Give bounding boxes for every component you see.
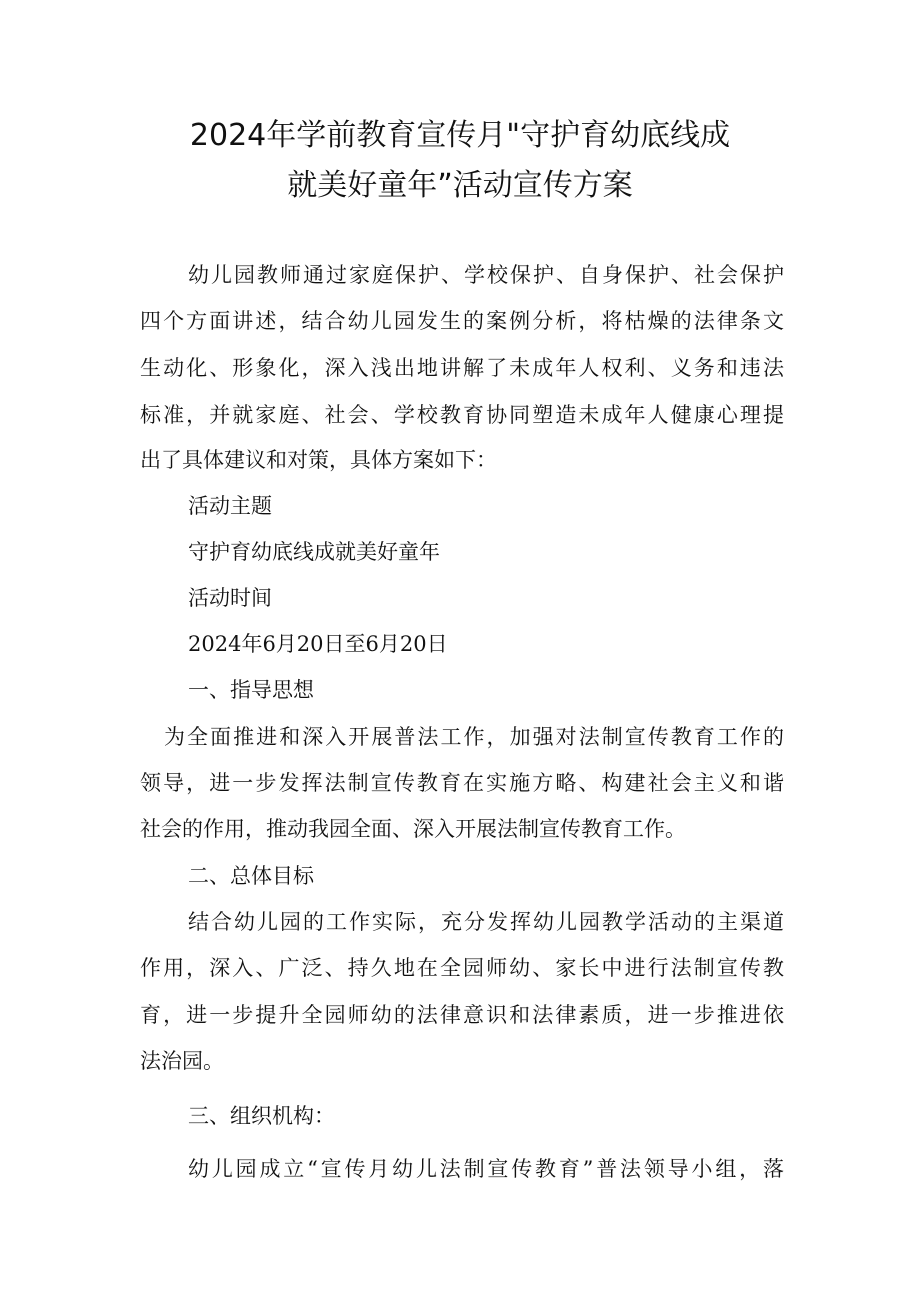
theme-heading: 活动主题 xyxy=(188,494,272,518)
intro-paragraph-line: 标准，并就家庭、社会、学校教育协同塑造未成年人健康心理提 xyxy=(140,403,784,427)
section-2-line: 法治园。 xyxy=(140,1049,224,1073)
section-1-line: 为全面推进和深入开展普法工作，加强对法制宣传教育工作的 xyxy=(164,725,784,749)
time-heading: 活动时间 xyxy=(188,586,272,610)
section-1-heading: 一、指导思想 xyxy=(188,678,314,702)
intro-paragraph-line: 幼儿园教师通过家庭保护、学校保护、自身保护、社会保护 xyxy=(188,263,784,287)
theme-value: 守护育幼底线成就美好童年 xyxy=(188,540,440,564)
section-3-heading: 三、组织机构： xyxy=(188,1104,335,1128)
section-2-line: 结合幼儿园的工作实际，充分发挥幼儿园教学活动的主渠道 xyxy=(188,910,784,934)
document-title-line-1: 2024年学前教育宣传月"守护育幼底线成 xyxy=(189,118,731,153)
intro-paragraph-line: 四个方面讲述，结合幼儿园发生的案例分析，将枯燥的法律条文 xyxy=(140,309,784,333)
intro-paragraph-line: 生动化、形象化，深入浅出地讲解了未成年人权利、义务和违法 xyxy=(140,356,784,380)
section-3-line: 幼儿园成立“宣传月幼儿法制宣传教育”普法领导小组，落 xyxy=(188,1157,784,1181)
document-title-line-2: 就美好童年”活动宣传方案 xyxy=(287,168,633,203)
section-1-line: 领导，进一步发挥法制宣传教育在实施方略、构建社会主义和谐 xyxy=(140,771,784,795)
intro-paragraph-line: 出了具体建议和对策，具体方案如下： xyxy=(140,448,497,472)
section-1-line: 社会的作用，推动我园全面、深入开展法制宣传教育工作。 xyxy=(140,817,686,841)
section-2-heading: 二、总体目标 xyxy=(188,864,314,888)
section-2-line: 育，进一步提升全园师幼的法律意识和法律素质，进一步推进依 xyxy=(140,1003,784,1027)
time-value: 2024年6月20日至6月20日 xyxy=(188,632,448,656)
section-2-line: 作用，深入、广泛、持久地在全园师幼、家长中进行法制宣传教 xyxy=(140,956,784,980)
